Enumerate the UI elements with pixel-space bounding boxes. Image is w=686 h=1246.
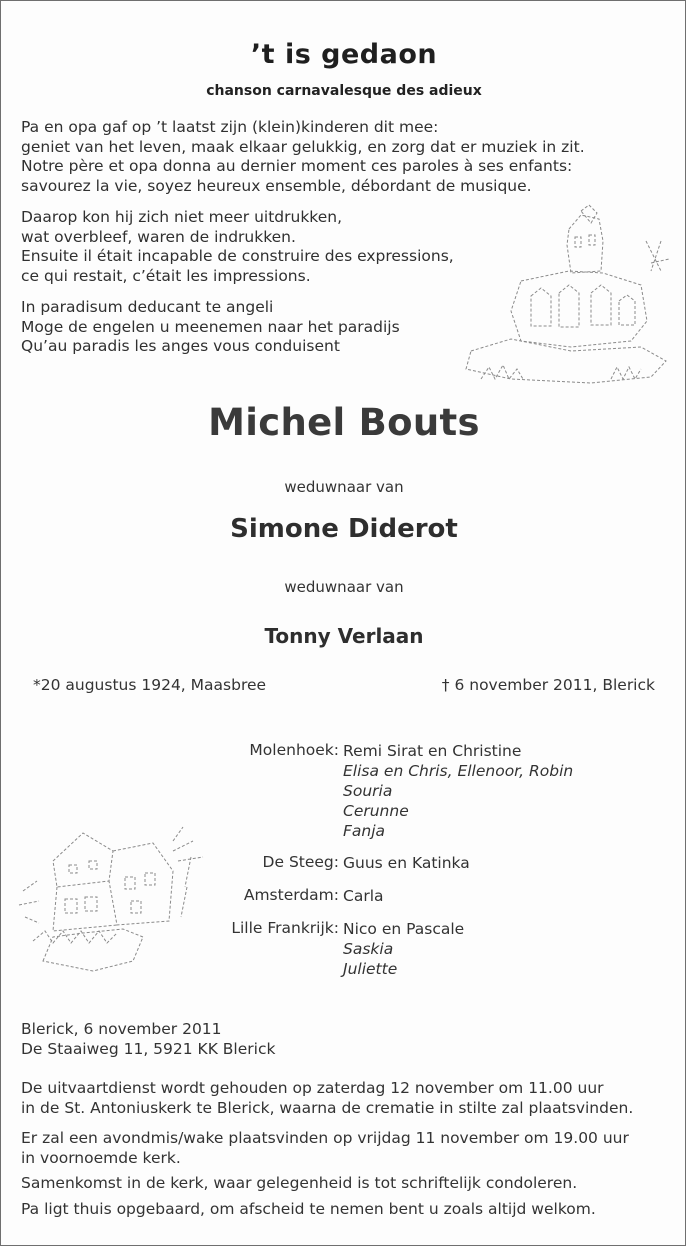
family-place: De Steeg: [262,853,339,871]
notice-line: Samenkomst in de kerk, waar gelegenheid is tot schriftelijk condoleren. [21,1174,578,1192]
poem-line: ce qui restait, c’était les impressions. [21,266,311,285]
service-notice [21,1078,633,1118]
family-main: Carla [343,887,384,905]
poem-stanza-1 [21,118,585,196]
widower-label: weduwnaar van [284,478,404,496]
family-place: Lille Frankrijk: [231,919,339,937]
address-line: Blerick, 6 november 2011 [21,1020,222,1038]
address-line: De Staaiweg 11, 5921 KK Blerick [21,1040,276,1058]
widower-label: weduwnaar van [284,578,404,596]
poem-line: In paradisum deducant te angeli [21,298,274,316]
poem-line: Qu’au paradis les anges vous conduisent [21,337,340,355]
family-main: Guus en Katinka [343,854,470,872]
poem-line: Notre père et opa donna au dernier moment ces paroles à ses enfants: [21,157,573,175]
church-sketch-icon [451,201,676,391]
family-members [343,741,573,841]
address-block [21,1019,275,1059]
poem-line: Daarop kon hij zich niet meer uitdrukken, [21,208,343,226]
notice-line: in voornoemde kerk. [21,1149,181,1167]
family-main: Remi Sirat en Christine [343,742,522,760]
family-place: Amsterdam: [243,886,339,904]
family-sub: Elisa en Chris, Ellenoor, Robin [343,762,574,780]
spouse-name: Tonny Verlaan [264,624,424,648]
family-place: Molenhoek: [249,741,339,759]
song-title: ’t is gedaon [250,39,438,70]
family-sub: Juliette [343,960,398,978]
song-subtitle: chanson carnavalesque des adieux [206,83,482,99]
death-info: † 6 november 2011, Blerick [441,676,655,694]
deceased-name: Michel Bouts [208,401,480,444]
notice-line: in de St. Antoniuskerk te Blerick, waarna de crematie in stilte zal plaatsvinden. [21,1099,634,1117]
poem-line: wat overbleef, waren de indrukken. [21,227,296,246]
poem-line: geniet van het leven, maak elkaar gelukkig, en zorg dat er muziek in zit. [21,137,585,156]
family-sub: Fanja [343,822,386,840]
poem-stanza-3 [21,298,400,357]
viewing-notice [21,1199,596,1219]
notice-line: Pa ligt thuis opgebaard, om afscheid te nemen bent u zoals altijd welkom. [21,1200,596,1218]
wake-notice [21,1128,629,1168]
house-sketch-icon [13,821,213,981]
poem-line: savourez la vie, soyez heureux ensemble, débordant de musique. [21,176,532,195]
gathering-notice [21,1173,577,1193]
poem-stanza-2 [21,208,454,286]
family-sub: Souria [343,782,393,800]
family-main: Nico en Pascale [343,920,465,938]
poem-line: Pa en opa gaf op ’t laatst zijn (klein)kinderen dit mee: [21,118,439,136]
poem-line: Moge de engelen u meenemen naar het paradijs [21,317,400,336]
notice-line: De uitvaartdienst wordt gehouden op zaterdag 12 november om 11.00 uur [21,1079,604,1097]
family-members [343,886,384,906]
family-sub: Cerunne [343,802,409,820]
family-members [343,853,470,873]
family-sub: Saskia [343,940,394,958]
notice-line: Er zal een avondmis/wake plaatsvinden op vrijdag 11 november om 19.00 uur [21,1129,629,1147]
spouse-name: Simone Diderot [230,514,458,544]
family-members [343,919,464,979]
poem-line: Ensuite il était incapable de construire des expressions, [21,247,454,265]
birth-info: *20 augustus 1924, Maasbree [33,676,267,694]
